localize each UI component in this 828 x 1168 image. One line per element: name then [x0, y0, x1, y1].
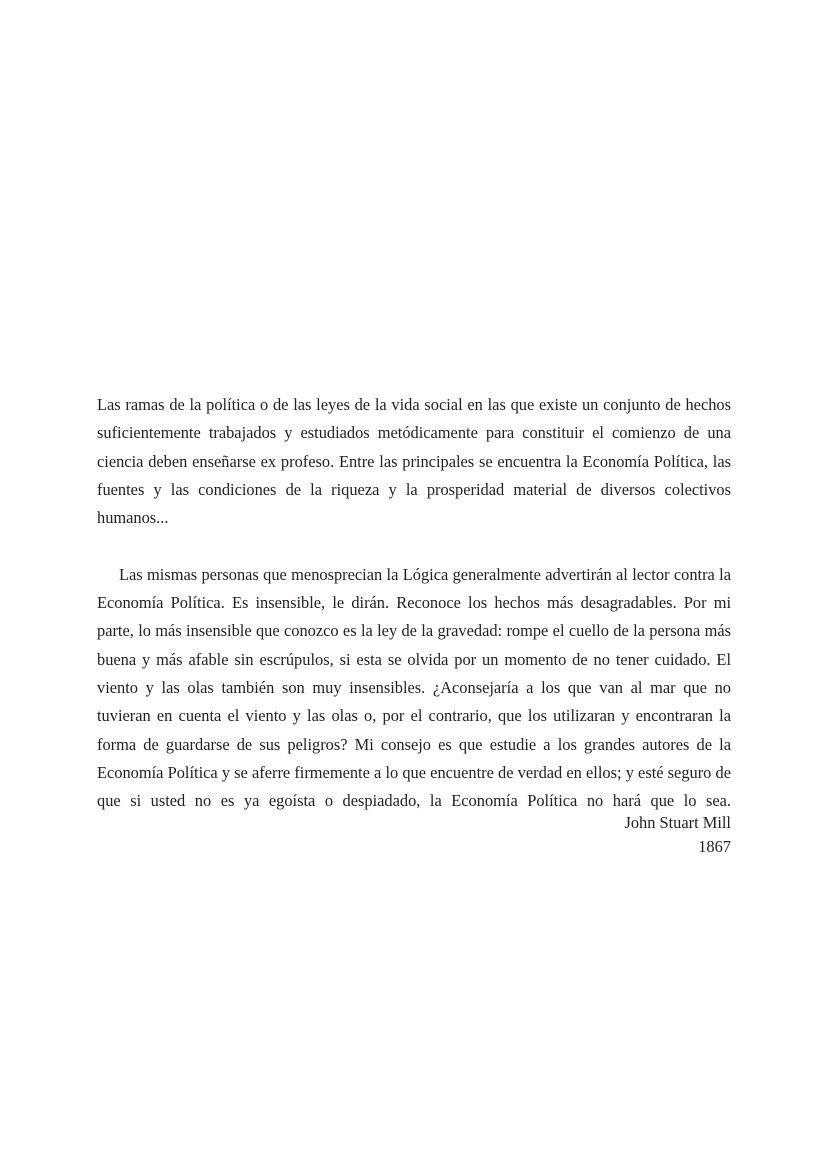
epigraph-paragraph-1: Las ramas de la política o de las leyes de la vida social en las que existe un conjunto de hechos suficientemente trabajados y estudiados metódicamente para constituir el comienzo de una ciencia deben enseñarse ex profeso. Entre las principales se encuentra la Economía Política, las fuentes y las condiciones de la riqueza y la prosperidad material de diversos colectivos humanos... [97, 395, 731, 528]
attribution-author: John Stuart Mill [624, 813, 731, 832]
attribution-block [97, 811, 731, 859]
epigraph-text-block [97, 391, 731, 844]
attribution-year: 1867 [698, 837, 731, 856]
epigraph-paragraph-2: Las mismas personas que menosprecian la Lógica generalmente advertirán al lector contra la Economía Política. Es insensible, le dirán. Reconoce los hechos más desagradables. Por mi parte, lo más insensible que conozco es la ley de la gravedad: rompe el cuello de la persona más buena y más afable sin escrúpulos, si esta se olvida por un momento de no tener cuidado. El viento y las olas también son muy insensibles. ¿Aconsejaría a los que van al mar que no tuvieran en cuenta el viento y las olas o, por el contrario, que los utilizaran y encontraran la forma de guardarse de sus peligros? Mi consejo es que estudie a los grandes autores de la Economía Política y se aferre firmemente a lo que encuentre de verdad en ellos; y esté seguro de que si usted no es ya egoísta o despiadado, la Economía Política no hará que lo sea. [97, 564, 731, 811]
